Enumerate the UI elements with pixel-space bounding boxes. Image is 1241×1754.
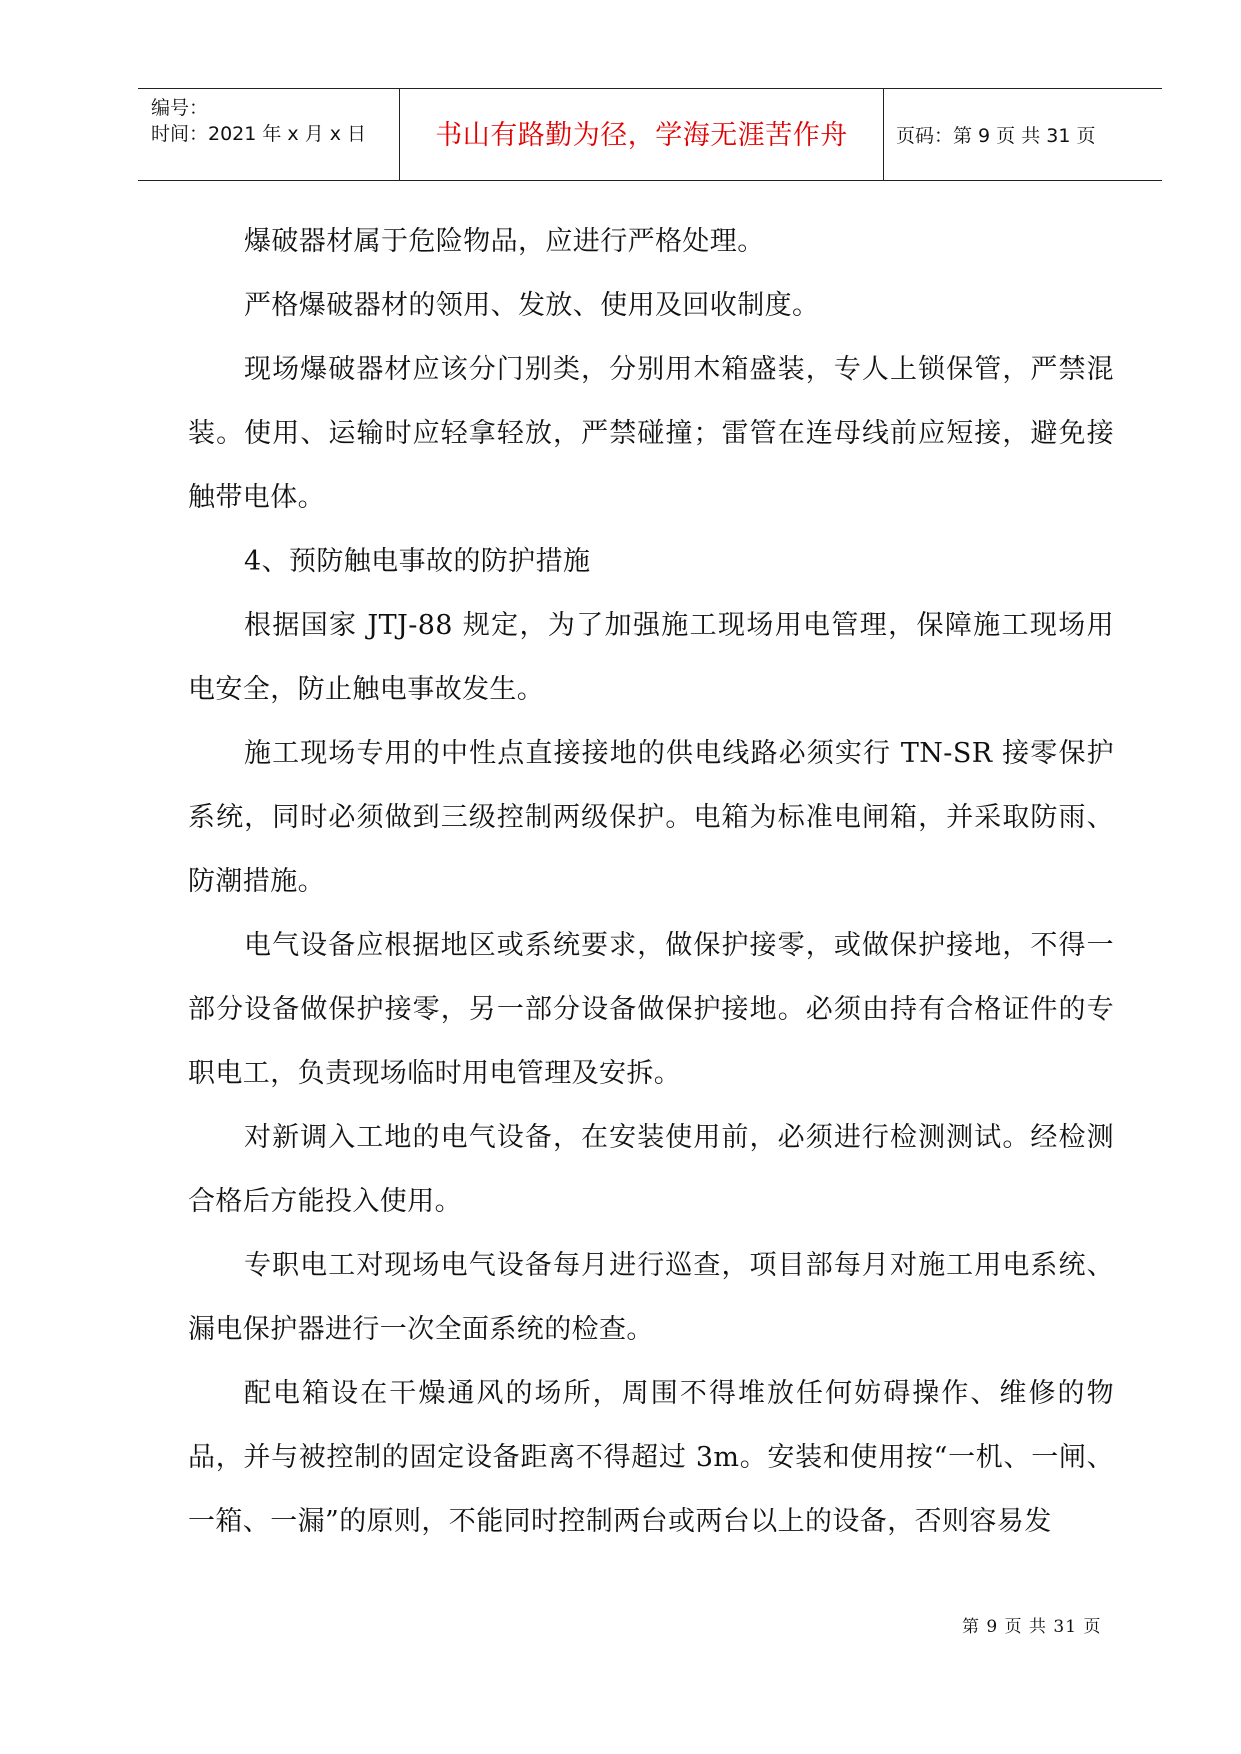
paragraph: 配电箱设在干燥通风的场所，周围不得堆放任何妨碍操作、维修的物品，并与被控制的固定设备距离不得超过 3m。安装和使用按“一机、一闸、一箱、一漏”的原则，不能同时控制两台或两台以上的设备，否则容易发 [188, 1378, 1114, 1537]
paragraph: 专职电工对现场电气设备每月进行巡查，项目部每月对施工用电系统、漏电保护器进行一次全面系统的检查。 [188, 1250, 1114, 1345]
header-page-code: 页码：第 9 页 共 31 页 [896, 125, 1096, 147]
paragraph: 电气设备应根据地区或系统要求，做保护接零，或做保护接地，不得一部分设备做保护接零，另一部分设备做保护接地。必须由持有合格证件的专职电工，负责现场临时用电管理及安拆。 [188, 930, 1114, 1089]
paragraph: 对新调入工地的电气设备，在安装使用前，必须进行检测测试。经检测合格后方能投入使用。 [188, 1122, 1114, 1217]
header-meta-cell [138, 89, 400, 180]
section-heading: 4、预防触电事故的防护措施 [244, 546, 591, 577]
header-motto-cell [400, 89, 884, 180]
document-number-label: 编号： [151, 97, 209, 119]
document-time-label: 时间：2021 年 x 月 x 日 [151, 123, 367, 145]
paragraph: 爆破器材属于危险物品，应进行严格处理。 [244, 226, 765, 257]
paragraph: 根据国家 JTJ-88 规定，为了加强施工现场用电管理，保障施工现场用电安全，防止触电事故发生。 [188, 610, 1114, 705]
paragraph: 现场爆破器材应该分门别类，分别用木箱盛装，专人上锁保管，严禁混装。使用、运输时应轻拿轻放，严禁碰撞；雷管在连母线前应短接，避免接触带电体。 [188, 354, 1114, 513]
paragraph: 严格爆破器材的领用、发放、使用及回收制度。 [244, 290, 820, 321]
header-motto: 书山有路勤为径，学海无涯苦作舟 [435, 120, 848, 151]
page-footer: 第 9 页 共 31 页 [962, 1617, 1102, 1637]
document-body [188, 210, 1114, 1554]
header-page-cell [884, 89, 1162, 180]
page-header [138, 88, 1162, 181]
paragraph: 施工现场专用的中性点直接接地的供电线路必须实行 TN-SR 接零保护系统，同时必须做到三级控制两级保护。电箱为标准电闸箱，并采取防雨、防潮措施。 [188, 738, 1114, 897]
